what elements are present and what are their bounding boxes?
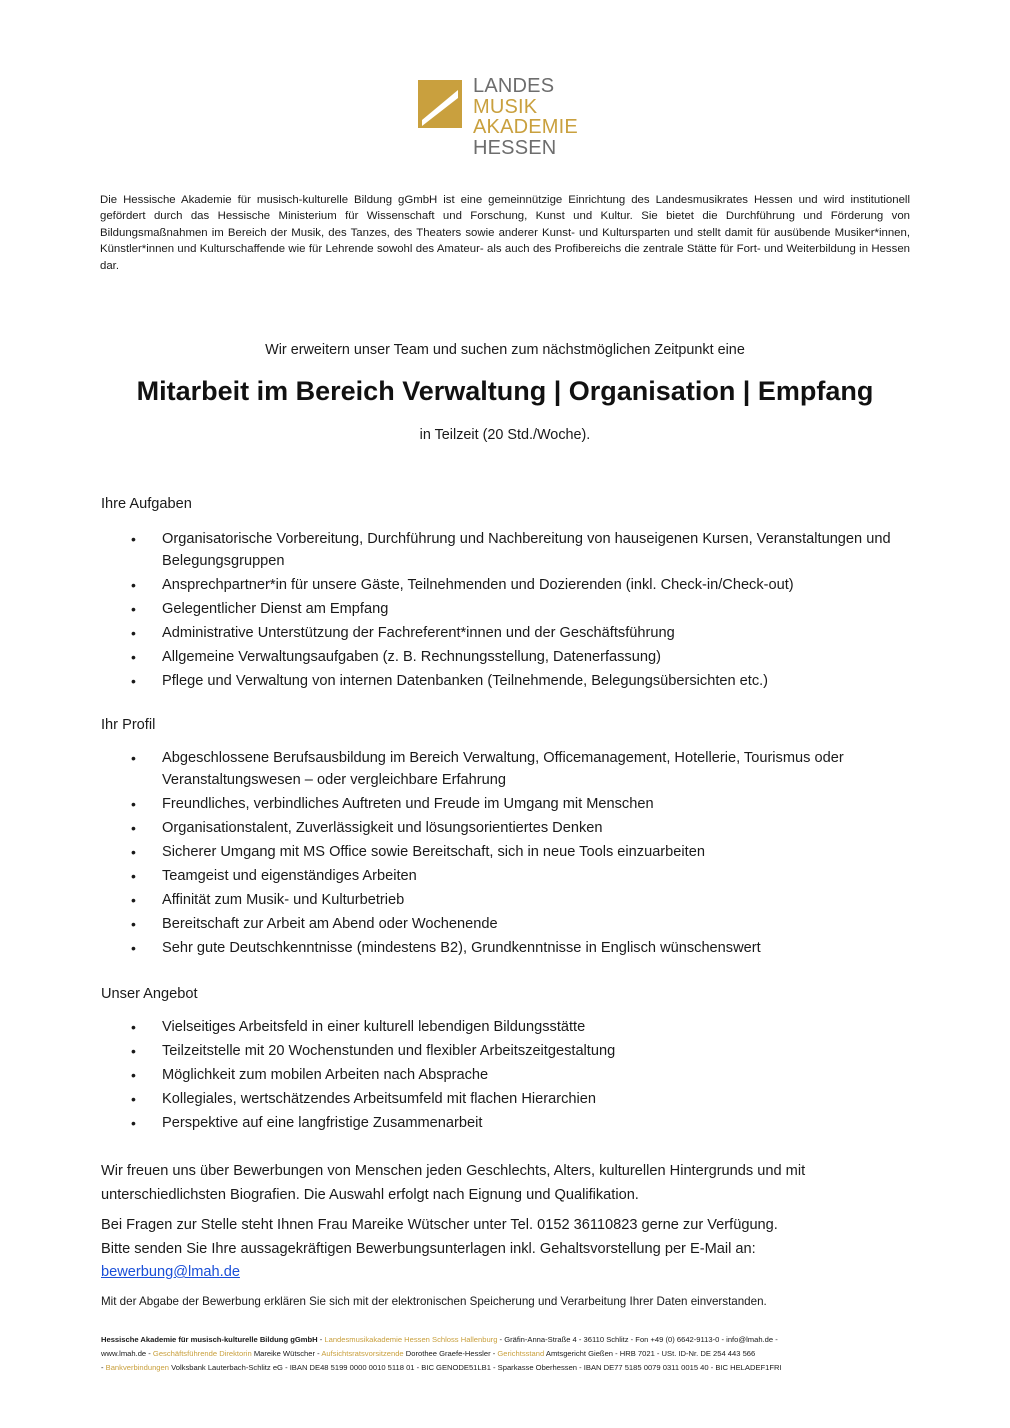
footer-sep: - [317,1335,325,1344]
footer-bank-label: Bankverbindungen [105,1362,169,1372]
section-aufgaben [101,496,921,693]
application-line: Bitte senden Sie Ihre aussagekräftigen Bewerbungsunterlagen inkl. Gehaltsvorstellung per E-Mail an: [101,1240,756,1257]
intro-text: Die Hessische Akademie für musisch-kulturelle Bildung gGmbH ist eine gemeinnützige Einrichtung des Landesmusikrates Hessen und wird institutionell gefördert durch das Hessische Ministerium für Wissenschaft und Forschung, Kunst und Kultur. Sie bietet die Durchführung und Förderung von Bildungsmaßnahmen im Bereich der Musik, des Tanzes, des Theaters sowie anderer Kunst- und Kultursparten und stellt damit für ausübende Musiker*innen, Künstler*innen und Kulturschaffende wie für Lehrende sowohl des Amateur- als auch des Profibereichs die zentrale Stätte für Fort- und Weiterbildung in Hessen dar. [100,194,910,272]
footer-org: Hessische Akademie für musisch-kulturelle Bildung gGmbH [101,1335,318,1344]
list-item: • Pflege und Verwaltung von internen Datenbanken (Teilnehmende, Belegungsübersichten etc.) [101,669,921,693]
list-item: • Allgemeine Verwaltungsaufgaben (z. B. Rechnungsstellung, Datenerfassung) [101,645,921,669]
job-subtitle: in Teilzeit (20 Std./Woche). [419,427,591,443]
section-heading: Unser Angebot [101,986,198,1002]
section-heading: Ihre Aufgaben [101,496,192,512]
logo-mark-icon [418,80,462,128]
footer-av-label: Aufsichtsratsvorsitzende [321,1348,404,1358]
list-item: • Abgeschlossene Berufsausbildung im Bereich Verwaltung, Officemanagement, Hotellerie, Tourismus oder Veranstaltungswesen – oder vergleichbare Erfahrung [101,747,921,791]
list-item: • Vielseitiges Arbeitsfeld in einer kulturell lebendigen Bildungsstätte [101,1015,921,1039]
footer-line-1 [101,1333,921,1347]
list-item: • Ansprechpartner*in für unsere Gäste, Teilnehmenden und Dozierenden (inkl. Check-in/Check-out) [101,573,921,597]
footer-bank-value: Volksbank Lauterbach-Schlitz eG - IBAN DE48 5199 0000 0010 5118 01 - BIC GENODE51LB1 - Sparkasse Oberhessen - IBAN DE77 5185 0079 0311 0015 40 - BIC HELADEF1FRI [168,1362,782,1372]
list-item: • Teilzeitstelle mit 20 Wochenstunden und flexibler Arbeitszeitgestaltung [101,1039,921,1063]
list-item: • Organisatorische Vorbereitung, Durchführung und Nachbereitung von hauseigenen Kursen, Veranstaltungen und Belegungsgruppen [101,528,921,572]
section-angebot [101,986,921,1135]
list-item: • Teamgeist und eigenständiges Arbeiten [101,864,921,888]
footer-gf-name: Mareike Wütscher - [251,1348,322,1358]
consent-text: Mit der Abgabe der Bewerbung erklären Sie sich mit der elektronischen Speicherung und Verarbeitung Ihrer Daten einverstanden. [101,1295,767,1308]
footer-web: www.lmah.de - [101,1348,153,1358]
logo-line-akademie: AKADEMIE [473,116,578,138]
footer-gs-label: Gerichtsstand [497,1348,545,1358]
footer-line-2 [101,1347,921,1361]
profil-list [101,747,921,960]
logo-line-musik: MUSIK [473,95,538,118]
footer-gs-value: Amtsgericht Gießen - HRB 7021 - USt. ID-Nr. DE 254 443 566 [544,1348,756,1358]
list-item: • Gelegentlicher Dienst am Empfang [101,597,921,621]
list-item: • Affinität zum Musik- und Kulturbetrieb [101,888,921,912]
list-item: • Sehr gute Deutschkenntnisse (mindestens B2), Grundkenntnisse in Englisch wünschenswert [101,936,921,960]
list-item: • Kollegiales, wertschätzendes Arbeitsumfeld mit flachen Hierarchien [101,1087,921,1111]
footer-av-name: Dorothee Graefe-Hessler - [403,1348,498,1358]
footer-dash: - [101,1362,106,1372]
logo [418,76,618,172]
footer-line-3 [101,1361,921,1375]
footer-venue: Landesmusikakademie Hessen Schloss Hallenburg [324,1335,498,1344]
contact-line: Bei Fragen zur Stelle steht Ihnen Frau Mareike Wütscher unter Tel. 0152 36110823 gerne zur Verfügung. [101,1217,778,1233]
section-heading: Ihr Profil [101,717,156,733]
footer-address: Gräfin-Anna-Straße 4 - 36110 Schlitz - Fon +49 (0) 6642-9113-0 - info@lmah.de - [504,1335,778,1344]
footer-gf-label: Geschäftsführende Direktorin [152,1348,252,1358]
contact-paragraph [101,1214,921,1285]
job-title: Mitarbeit im Bereich Verwaltung | Organisation | Empfang [136,376,874,406]
list-item: • Organisationstalent, Zuverlässigkeit und lösungsorientiertes Denken [101,816,921,840]
section-profil [101,717,921,960]
email-link[interactable]: bewerbung@lmah.de [101,1264,240,1280]
footer-sep: - [497,1335,505,1344]
angebot-list [101,1015,921,1135]
logo-line-hessen: HESSEN [473,136,557,159]
footer [101,1333,921,1374]
lead-text: Wir erweitern unser Team und suchen zum nächstmöglichen Zeitpunkt eine [265,342,745,358]
list-item: • Perspektive auf eine langfristige Zusammenarbeit [101,1111,921,1135]
diversity-paragraph: Wir freuen uns über Bewerbungen von Menschen jeden Geschlechts, Alters, kulturellen Hintergrunds und mit unterschiedlichsten Biografien. Die Auswahl erfolgt nach Eignung und Qualifikation. [101,1163,806,1203]
aufgaben-list [101,528,921,693]
list-item: • Administrative Unterstützung der Fachreferent*innen und der Geschäftsführung [101,621,921,645]
list-item: • Sicherer Umgang mit MS Office sowie Bereitschaft, sich in neue Tools einzuarbeiten [101,840,921,864]
list-item: • Freundliches, verbindliches Auftreten und Freude im Umgang mit Menschen [101,792,921,816]
logo-wordmark [473,76,578,158]
list-item: • Möglichkeit zum mobilen Arbeiten nach Absprache [101,1063,921,1087]
list-item: • Bereitschaft zur Arbeit am Abend oder Wochenende [101,912,921,936]
logo-line-landes: LANDES [473,75,555,97]
